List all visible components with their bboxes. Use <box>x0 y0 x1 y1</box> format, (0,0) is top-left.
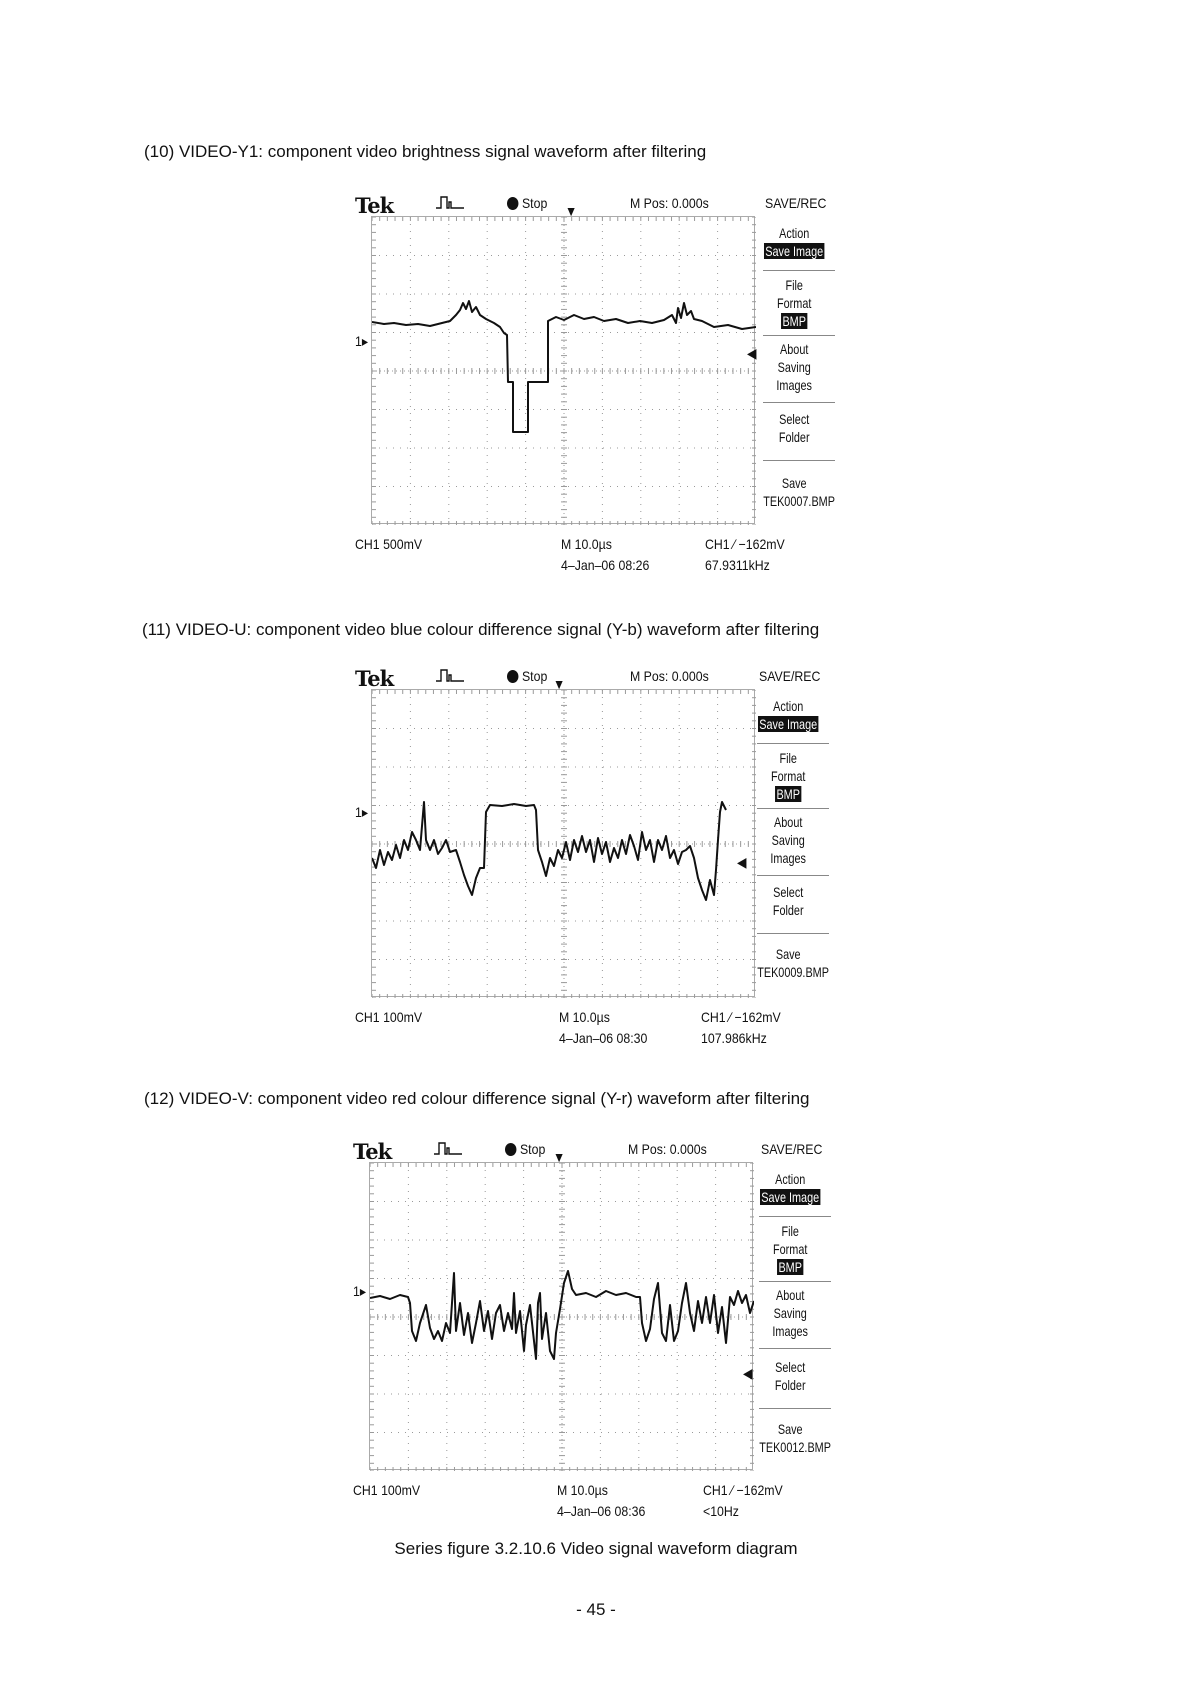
tek-brand-logo: Tek <box>353 1139 392 1164</box>
waveform-trace-video-u <box>372 690 756 998</box>
horizontal-position-readout: M Pos: 0.000s <box>628 1141 707 1157</box>
acquisition-status: Stop <box>507 194 547 212</box>
menu-title: SAVE/REC <box>765 195 827 211</box>
trigger-position-arrow-icon: ▼ <box>553 1149 566 1165</box>
trigger-position-arrow-icon: ▼ <box>553 676 566 692</box>
page-number: - 45 - <box>576 1600 616 1619</box>
menu-save-button[interactable]: Save TEK0007.BMP <box>763 475 835 509</box>
figure-caption: Series figure 3.2.10.6 Video signal waveform diagram <box>394 1539 798 1558</box>
channel-1-marker: 1▸ <box>355 333 369 349</box>
horizontal-position-readout: M Pos: 0.000s <box>630 668 709 684</box>
date-time-readout: 4–Jan–06 08:30 <box>559 1030 648 1046</box>
section-caption-video-v: (12) VIDEO-V: component video red colour difference signal (Y-r) waveform after filtering <box>144 1089 810 1108</box>
oscilloscope-screenshot-video-y1 <box>355 190 845 573</box>
menu-file-format-button[interactable]: File Format BMP <box>777 277 812 329</box>
menu-action-button[interactable]: Action Save Image <box>761 1171 820 1205</box>
tek-brand-logo: Tek <box>355 193 394 218</box>
channel-scale-readout: CH1 500mV <box>355 536 423 552</box>
oscilloscope-screenshot-video-v <box>353 1136 843 1519</box>
menu-about-saving-button[interactable]: About Saving Images <box>772 1287 808 1339</box>
trigger-level-arrow-icon: ◀ <box>737 854 747 870</box>
menu-save-button[interactable]: Save TEK0012.BMP <box>759 1421 831 1455</box>
menu-title: SAVE/REC <box>761 1141 823 1157</box>
acquisition-status: Stop <box>505 1140 545 1158</box>
menu-file-format-button[interactable]: File Format BMP <box>773 1223 808 1275</box>
channel-scale-readout: CH1 100mV <box>353 1482 421 1498</box>
frequency-readout: 107.986kHz <box>701 1030 767 1046</box>
waveform-graticule <box>371 216 755 524</box>
menu-select-folder-button[interactable]: Select Folder <box>774 1359 806 1393</box>
trigger-readout: CH1 ∕ −162mV <box>701 1009 781 1025</box>
trigger-readout: CH1 ∕ −162mV <box>703 1482 783 1498</box>
menu-action-button[interactable]: Action Save Image <box>765 225 824 259</box>
trigger-pulse-icon <box>435 667 465 683</box>
section-caption-video-y1: (10) VIDEO-Y1: component video brightness signal waveform after filtering <box>144 142 707 161</box>
tek-brand-logo: Tek <box>355 666 394 691</box>
menu-save-button[interactable]: Save TEK0009.BMP <box>757 946 829 980</box>
waveform-graticule <box>371 689 755 997</box>
trigger-pulse-icon <box>433 1140 463 1156</box>
trigger-position-arrow-icon: ▼ <box>565 203 578 219</box>
trigger-pulse-icon <box>435 194 465 210</box>
timebase-readout: M 10.0µs <box>557 1482 608 1498</box>
date-time-readout: 4–Jan–06 08:26 <box>561 557 650 573</box>
menu-select-folder-button[interactable]: Select Folder <box>772 884 804 918</box>
frequency-readout: <10Hz <box>703 1503 739 1519</box>
section-caption-video-u: (11) VIDEO-U: component video blue colour difference signal (Y-b) waveform after filtering <box>142 620 820 639</box>
channel-1-marker: 1▸ <box>355 804 369 820</box>
waveform-trace-video-v <box>370 1163 754 1471</box>
stop-indicator-icon <box>507 670 518 683</box>
trigger-readout: CH1 ∕ −162mV <box>705 536 785 552</box>
menu-title: SAVE/REC <box>759 668 821 684</box>
horizontal-position-readout: M Pos: 0.000s <box>630 195 709 211</box>
oscilloscope-screenshot-video-u <box>355 663 845 1046</box>
channel-scale-readout: CH1 100mV <box>355 1009 423 1025</box>
menu-select-folder-button[interactable]: Select Folder <box>778 411 810 445</box>
waveform-graticule <box>369 1162 753 1470</box>
menu-about-saving-button[interactable]: About Saving Images <box>776 341 812 393</box>
menu-file-format-button[interactable]: File Format BMP <box>771 750 806 802</box>
channel-1-marker: 1▸ <box>353 1283 367 1299</box>
trigger-level-arrow-icon: ◀ <box>743 1365 753 1381</box>
trigger-level-arrow-icon: ◀ <box>747 345 757 361</box>
timebase-readout: M 10.0µs <box>559 1009 610 1025</box>
timebase-readout: M 10.0µs <box>561 536 612 552</box>
stop-indicator-icon <box>507 197 518 210</box>
waveform-trace-video-y1 <box>372 217 756 525</box>
frequency-readout: 67.9311kHz <box>705 557 770 573</box>
acquisition-status: Stop <box>507 667 547 685</box>
menu-action-button[interactable]: Action Save Image <box>759 698 818 732</box>
menu-about-saving-button[interactable]: About Saving Images <box>770 814 806 866</box>
stop-indicator-icon <box>505 1143 516 1156</box>
date-time-readout: 4–Jan–06 08:36 <box>557 1503 646 1519</box>
